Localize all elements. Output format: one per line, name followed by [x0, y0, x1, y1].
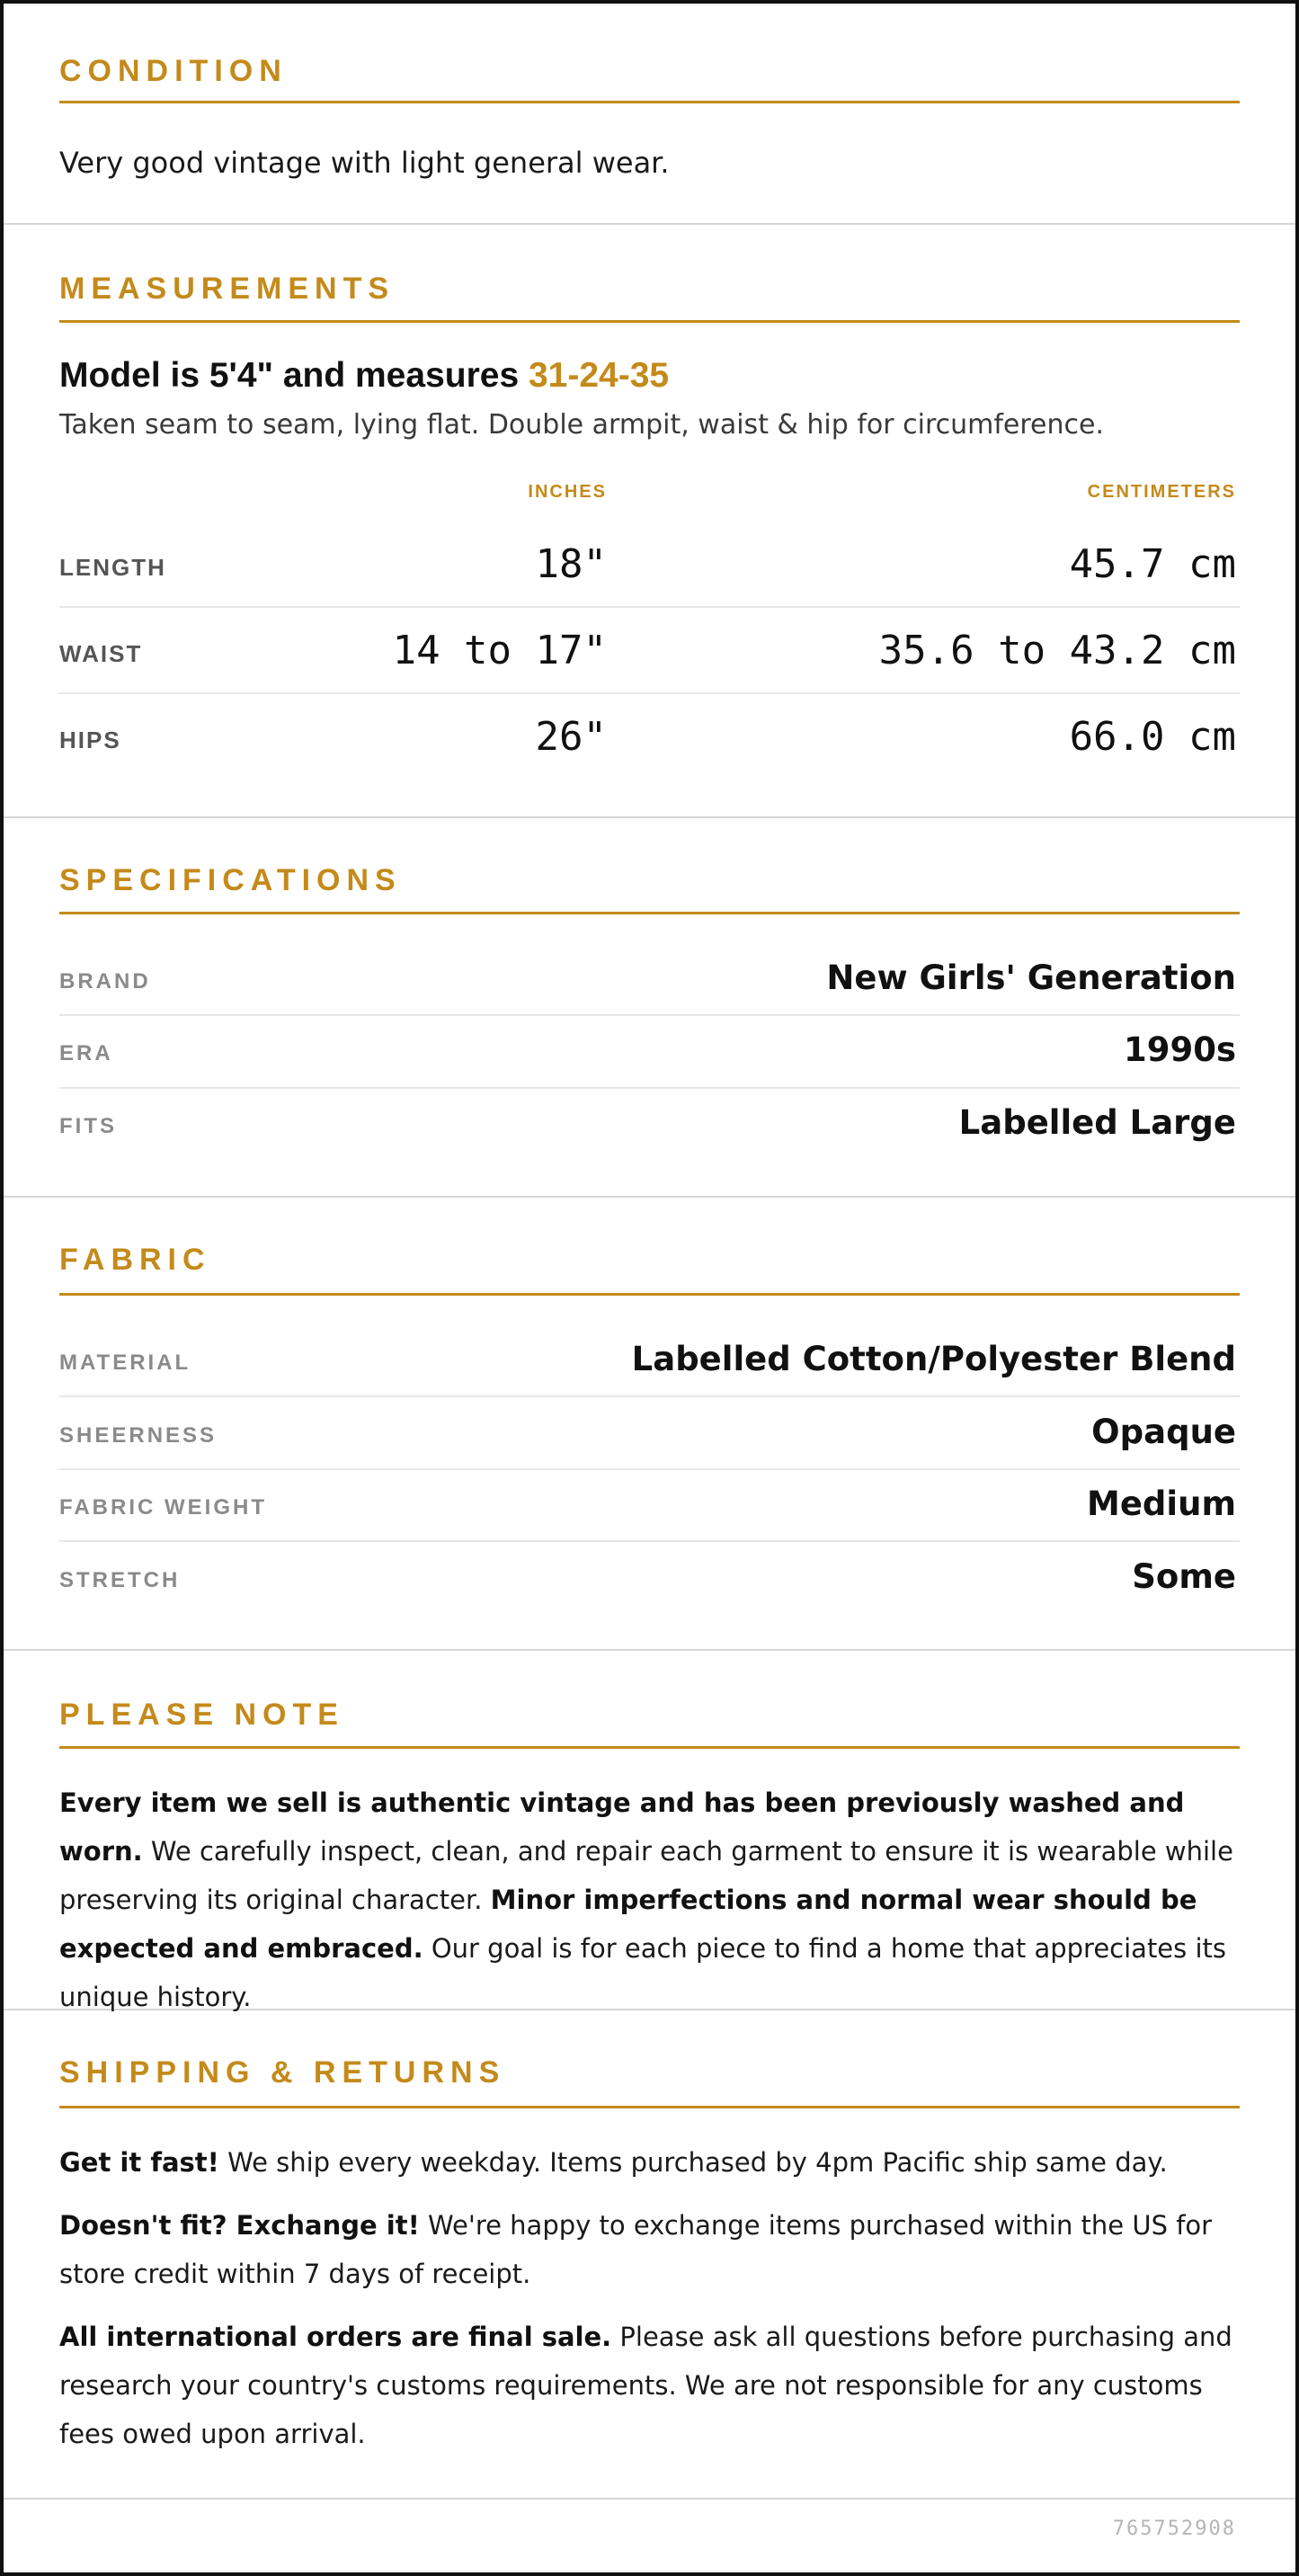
shipping-returns-section [4, 2010, 1295, 2500]
spec-label-era: ERA [59, 1041, 113, 1065]
measure-row-divider [59, 606, 1240, 608]
shipping-paragraph-international [59, 2313, 1240, 2458]
measure-inches-length: 18" [535, 541, 607, 587]
condition-section [4, 4, 1295, 225]
measurements-note: Taken seam to seam, lying flat. Double armpit, waist & hip for circumference. [59, 409, 1105, 441]
fabric-label-material: MATERIAL [59, 1350, 191, 1375]
condition-rule [59, 101, 1240, 103]
measure-inches-waist: 14 to 17" [392, 628, 607, 673]
specifications-rule [59, 912, 1240, 914]
fabric-label-stretch: STRETCH [59, 1568, 181, 1592]
fabric-value-material: Labelled Cotton/Polyester Blend [631, 1340, 1236, 1378]
fabric-section [4, 1198, 1295, 1651]
measurements-title: MEASUREMENTS [59, 272, 396, 306]
fabric-row-divider [59, 1540, 1240, 1542]
spec-row-divider [59, 1014, 1240, 1016]
please-note-text [59, 1778, 1240, 2021]
measure-cm-waist: 35.6 to 43.2 cm [878, 628, 1236, 673]
shipping-international-text: Please ask all questions before purchasing and research your country's customs requirements. We are not responsible for any customs fees owed upon arrival. [59, 2322, 1232, 2449]
shipping-returns-title: SHIPPING & RETURNS [59, 2055, 506, 2090]
specifications-section [4, 818, 1295, 1198]
please-note-text-1: We carefully inspect, clean, and repair each garment to ensure it is wearable while preserving its original character. [59, 1836, 1233, 1915]
model-measures-heading [59, 356, 669, 396]
measure-cm-length: 45.7 cm [1069, 541, 1236, 587]
shipping-fast-bold: Get it fast! [59, 2147, 219, 2178]
model-prefix: Model is 5'4" and measures [59, 356, 529, 395]
fabric-value-weight: Medium [1087, 1484, 1236, 1523]
spec-label-brand: BRAND [59, 969, 151, 994]
please-note-bold-1: Every item we sell is authentic vintage and has been previously washed and worn. [59, 1787, 1185, 1867]
please-note-rule [59, 1746, 1240, 1749]
shipping-returns-rule [59, 2106, 1240, 2108]
measure-label-length: LENGTH [59, 554, 166, 581]
measure-label-hips: HIPS [59, 726, 121, 753]
please-note-title: PLEASE NOTE [59, 1698, 344, 1732]
fabric-value-stretch: Some [1132, 1557, 1236, 1596]
column-header-inches: INCHES [528, 482, 607, 502]
fabric-label-sheerness: SHEERNESS [59, 1423, 218, 1448]
please-note-section [4, 1651, 1295, 2010]
fabric-title: FABRIC [59, 1243, 211, 1277]
measurements-section [4, 225, 1295, 818]
model-measures-value: 31-24-35 [528, 356, 670, 395]
measure-inches-hips: 26" [535, 714, 607, 760]
shipping-paragraph-exchange [59, 2201, 1240, 2298]
shipping-fast-text: We ship every weekday. Items purchased by 4pm Pacific ship same day. [218, 2147, 1168, 2178]
fabric-label-weight: FABRIC WEIGHT [59, 1495, 267, 1520]
shipping-paragraph-fast [59, 2138, 1240, 2187]
fabric-rule [59, 1293, 1240, 1296]
shipping-international-bold: All international orders are final sale. [59, 2322, 612, 2352]
spec-value-brand: New Girls' Generation [826, 958, 1236, 997]
spec-value-fits: Labelled Large [958, 1103, 1236, 1142]
fabric-value-sheerness: Opaque [1091, 1413, 1236, 1451]
measurements-rule [59, 320, 1240, 323]
measure-cm-hips: 66.0 cm [1069, 714, 1236, 760]
condition-text: Very good vintage with light general wear. [59, 146, 670, 180]
product-id: 765752908 [1112, 2518, 1236, 2540]
shipping-exchange-bold: Doesn't fit? Exchange it! [59, 2210, 420, 2241]
please-note-bold-2: Minor imperfections and normal wear should be expected and embraced. [59, 1885, 1197, 1964]
measure-label-waist: WAIST [59, 640, 143, 667]
condition-title: CONDITION [59, 54, 288, 88]
spec-row-divider [59, 1087, 1240, 1089]
column-header-centimeters: CENTIMETERS [1087, 482, 1236, 502]
fabric-row-divider [59, 1395, 1240, 1397]
please-note-text-2: Our goal is for each piece to find a home that appreciates its unique history. [59, 1933, 1227, 2012]
specifications-title: SPECIFICATIONS [59, 863, 402, 897]
spec-label-fits: FITS [59, 1114, 117, 1138]
measure-row-divider [59, 692, 1240, 694]
spec-value-era: 1990s [1123, 1030, 1236, 1069]
fabric-row-divider [59, 1468, 1240, 1470]
shipping-exchange-text: We're happy to exchange items purchased within the US for store credit within 7 days of receipt. [59, 2210, 1213, 2289]
